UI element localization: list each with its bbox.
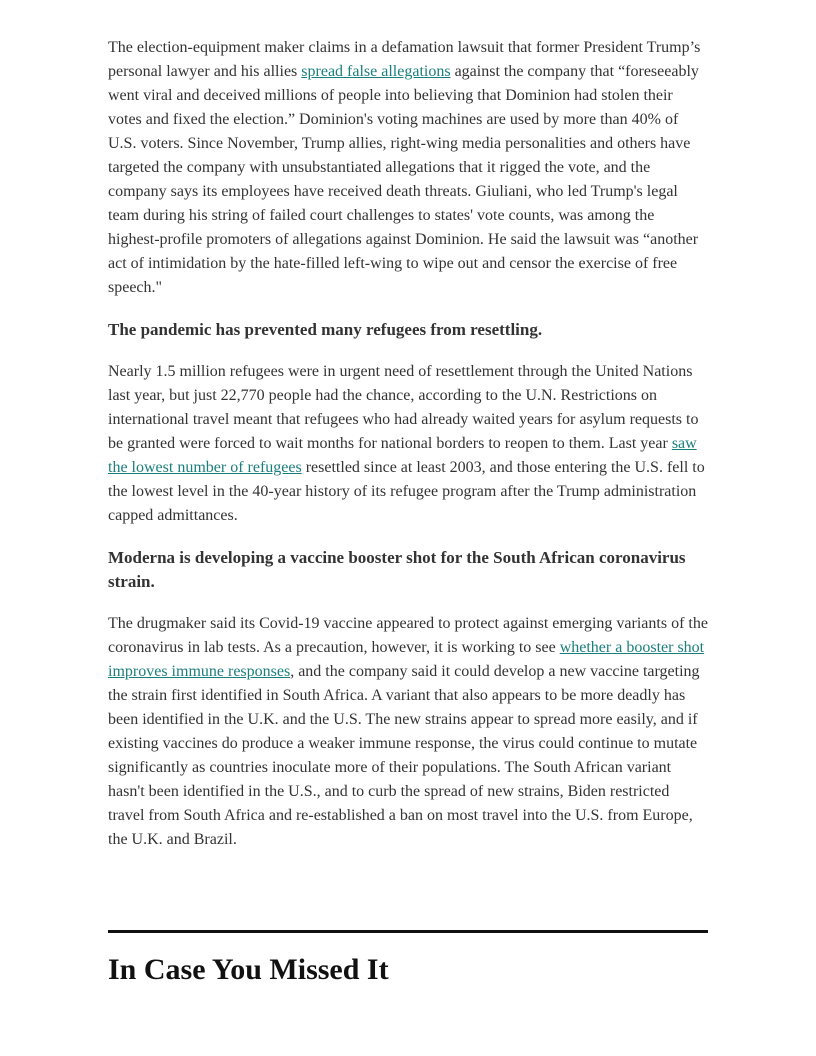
paragraph-text: , and the company said it could develop a new vaccine targeting the strain first identified in South Africa. A variant that also appears to be more deadly has been identified in the U.K. and the U.S. The new strains appear to spread more easily, and if existing vaccines do produce a weaker immune response, the virus could continue to mutate significantly as countries inoculate more of their populations. The South African variant hasn't been identified in the U.S., and to curb the spread of new strains, Biden restricted travel from South Africa and re-established a ban on most travel into the U.S. from Europe, the U.K. and Brazil. — [108, 663, 700, 848]
paragraph-text: The election-equipment maker claims in a defamation lawsuit that former President Trump’s personal lawyer and his allies — [108, 39, 701, 80]
paragraph-text: Nearly 1.5 million refugees were in urgent need of resettlement through the United Nations last year, but just 22,770 people had the chance, according to the U.N. Restrictions on international travel meant that refugees who had already waited years for asylum requests to be granted were forced to wait months for national borders to reopen to them. Last year — [108, 363, 699, 452]
section-title-in-case-you-missed-it: In Case You Missed It — [108, 953, 389, 986]
paragraph-dominion-lawsuit — [108, 36, 708, 300]
article-body — [108, 36, 708, 870]
paragraph-text: against the company that “foreseeably went viral and deceived millions of people into believing that Dominion had stolen their votes and fixed the election.” Dominion's voting machines are used by more than 40% of U.S. voters. Since November, Trump allies, right-wing media personalities and others have targeted the company with unsubstantiated allegations that it rigged the vote, and the company says its employees have received death threats. Giuliani, who led Trump's legal team during his string of failed court challenges to states' vote counts, was among the highest-profile promoters of allegations against Dominion. He said the lawsuit was “another act of intimidation by the hate-filled left-wing to wipe out and censor the exercise of free speech." — [108, 63, 699, 296]
link-booster-shot-immune-responses[interactable]: whether a booster shot improves immune responses — [108, 639, 705, 680]
subheading-refugees: The pandemic has prevented many refugees from resettling. — [108, 320, 543, 339]
paragraph-text: The drugmaker said its Covid-19 vaccine appeared to protect against emerging variants of the coronavirus in lab tests. As a precaution, however, it is working to see — [108, 615, 708, 656]
link-spread-false-allegations[interactable]: spread false allegations — [301, 63, 451, 80]
paragraph-text: resettled since at least 2003, and those entering the U.S. fell to the lowest level in the 40-year history of its refugee program after the Trump administration capped admittances. — [108, 459, 705, 524]
subheading-moderna: Moderna is developing a vaccine booster shot for the South African coronavirus strain. — [108, 548, 686, 591]
paragraph-moderna — [108, 612, 708, 852]
section-divider — [108, 930, 708, 933]
link-lowest-number-of-refugees[interactable]: saw the lowest number of refugees — [108, 435, 697, 476]
paragraph-refugees — [108, 360, 708, 528]
